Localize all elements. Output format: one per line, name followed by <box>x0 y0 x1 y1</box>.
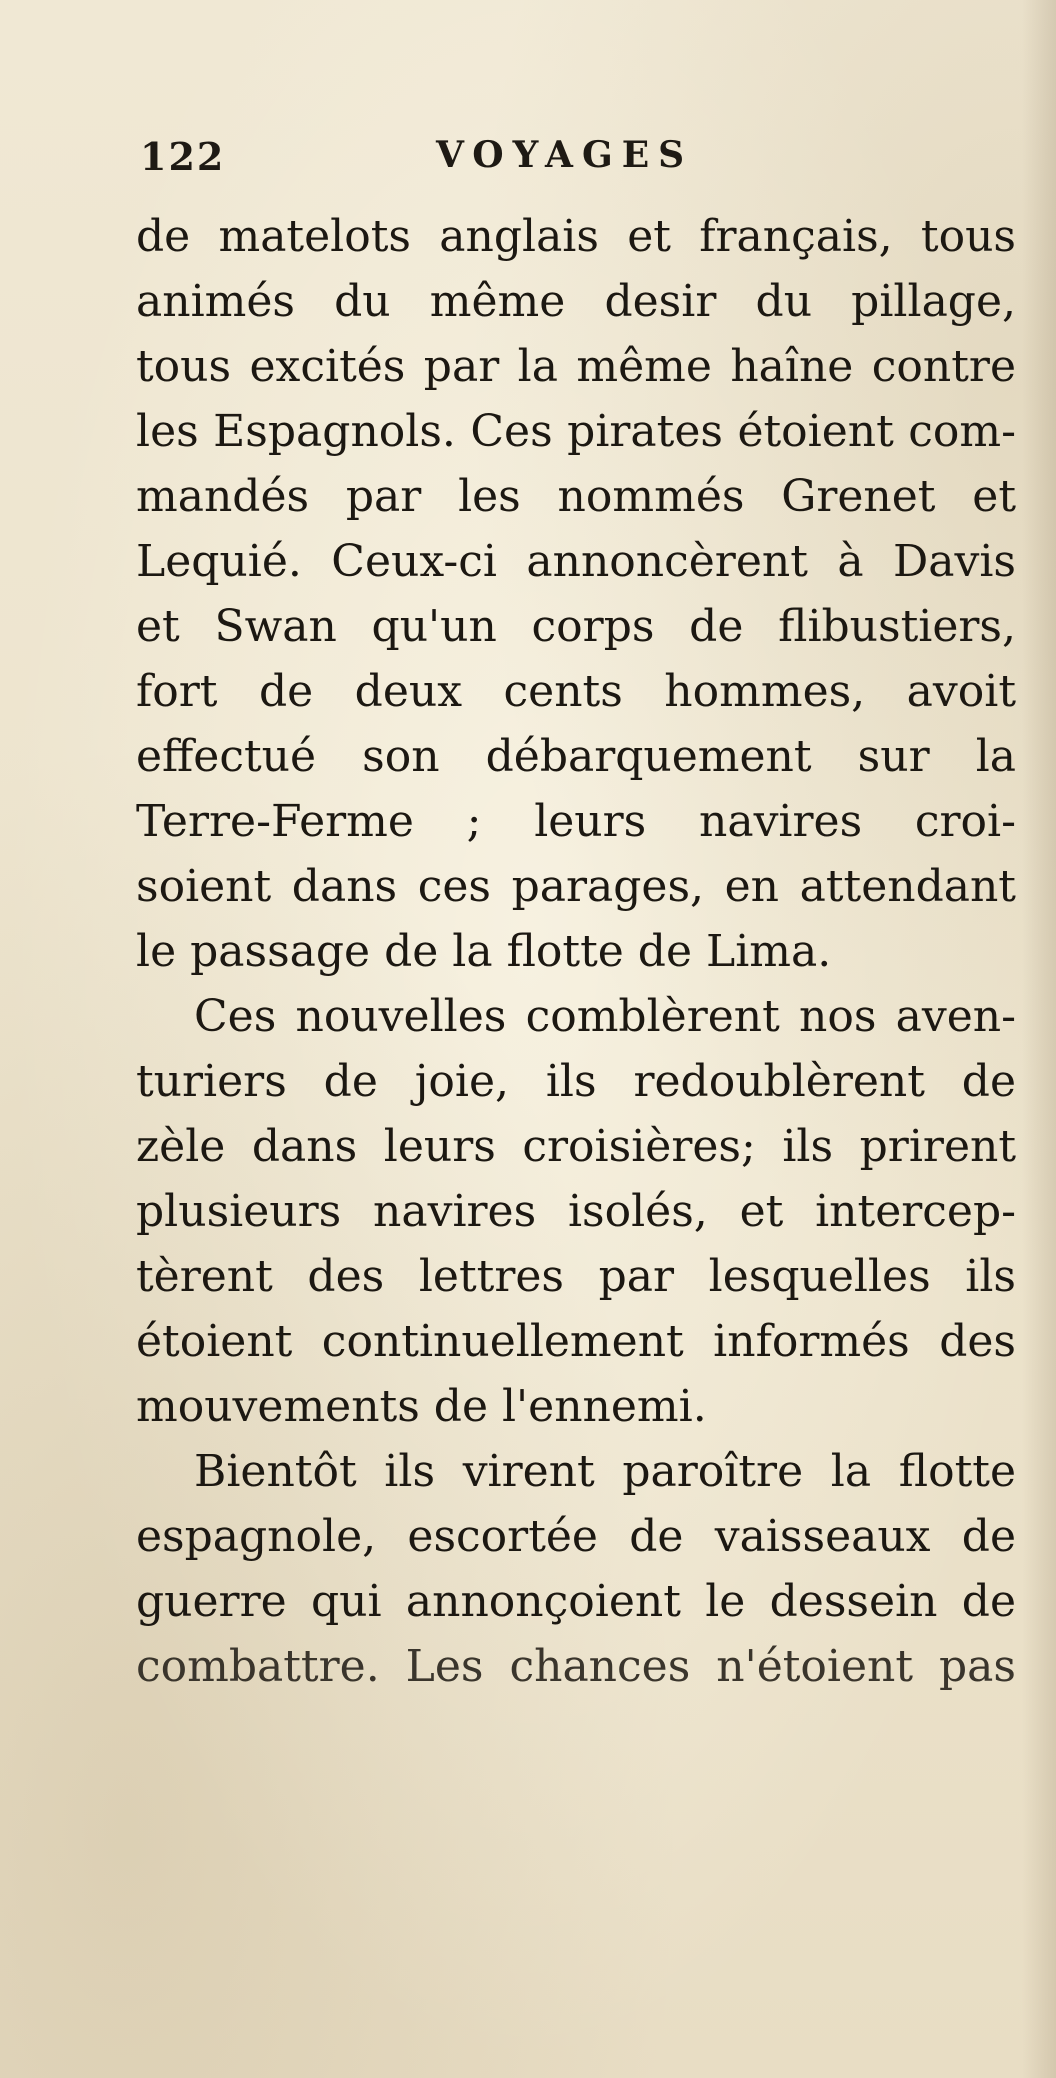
text-line: animés du même desir du pillage, <box>136 276 1016 327</box>
text-line: tèrent des lettres par lesquelles ils <box>136 1251 1016 1302</box>
text-line: Terre-Ferme ; leurs navires croi- <box>136 796 1016 847</box>
text-line: espagnole, escortée de vaisseaux de <box>136 1511 1016 1562</box>
body-text <box>136 204 1016 1699</box>
text-line: mandés par les nommés Grenet et <box>136 471 1016 522</box>
text-line: combattre. Les chances n'étoient pas <box>136 1641 1016 1692</box>
text-line: turiers de joie, ils redoublèrent de <box>136 1056 1016 1107</box>
page-number: 122 <box>140 134 226 179</box>
text-line: les Espagnols. Ces pirates étoient com- <box>136 406 1016 457</box>
text-line: de matelots anglais et français, tous <box>136 211 1016 262</box>
text-line: étoient continuellement informés des <box>136 1316 1016 1367</box>
text-line: tous excités par la même haîne contre <box>136 341 1016 392</box>
paragraph-first-line: Ces nouvelles comblèrent nos aven- <box>194 991 1016 1042</box>
page-header <box>140 134 1010 194</box>
text-line: le passage de la flotte de Lima. <box>136 926 832 977</box>
text-line: et Swan qu'un corps de flibustiers, <box>136 601 1016 652</box>
running-head: VOYAGES <box>436 134 694 176</box>
paragraph-first-line: Bientôt ils virent paroître la flotte <box>194 1446 1016 1497</box>
text-line: fort de deux cents hommes, avoit <box>136 666 1016 717</box>
page-edge-shadow <box>1022 0 1056 2078</box>
text-line: effectué son débarquement sur la <box>136 731 1016 782</box>
text-line: guerre qui annonçoient le dessein de <box>136 1576 1016 1627</box>
text-line: soient dans ces parages, en attendant <box>136 861 1016 912</box>
text-line: Lequié. Ceux-ci annoncèrent à Davis <box>136 536 1016 587</box>
text-line: plusieurs navires isolés, et intercep- <box>136 1186 1016 1237</box>
text-line: mouvements de l'ennemi. <box>136 1381 707 1432</box>
text-line: zèle dans leurs croisières; ils prirent <box>136 1121 1016 1172</box>
